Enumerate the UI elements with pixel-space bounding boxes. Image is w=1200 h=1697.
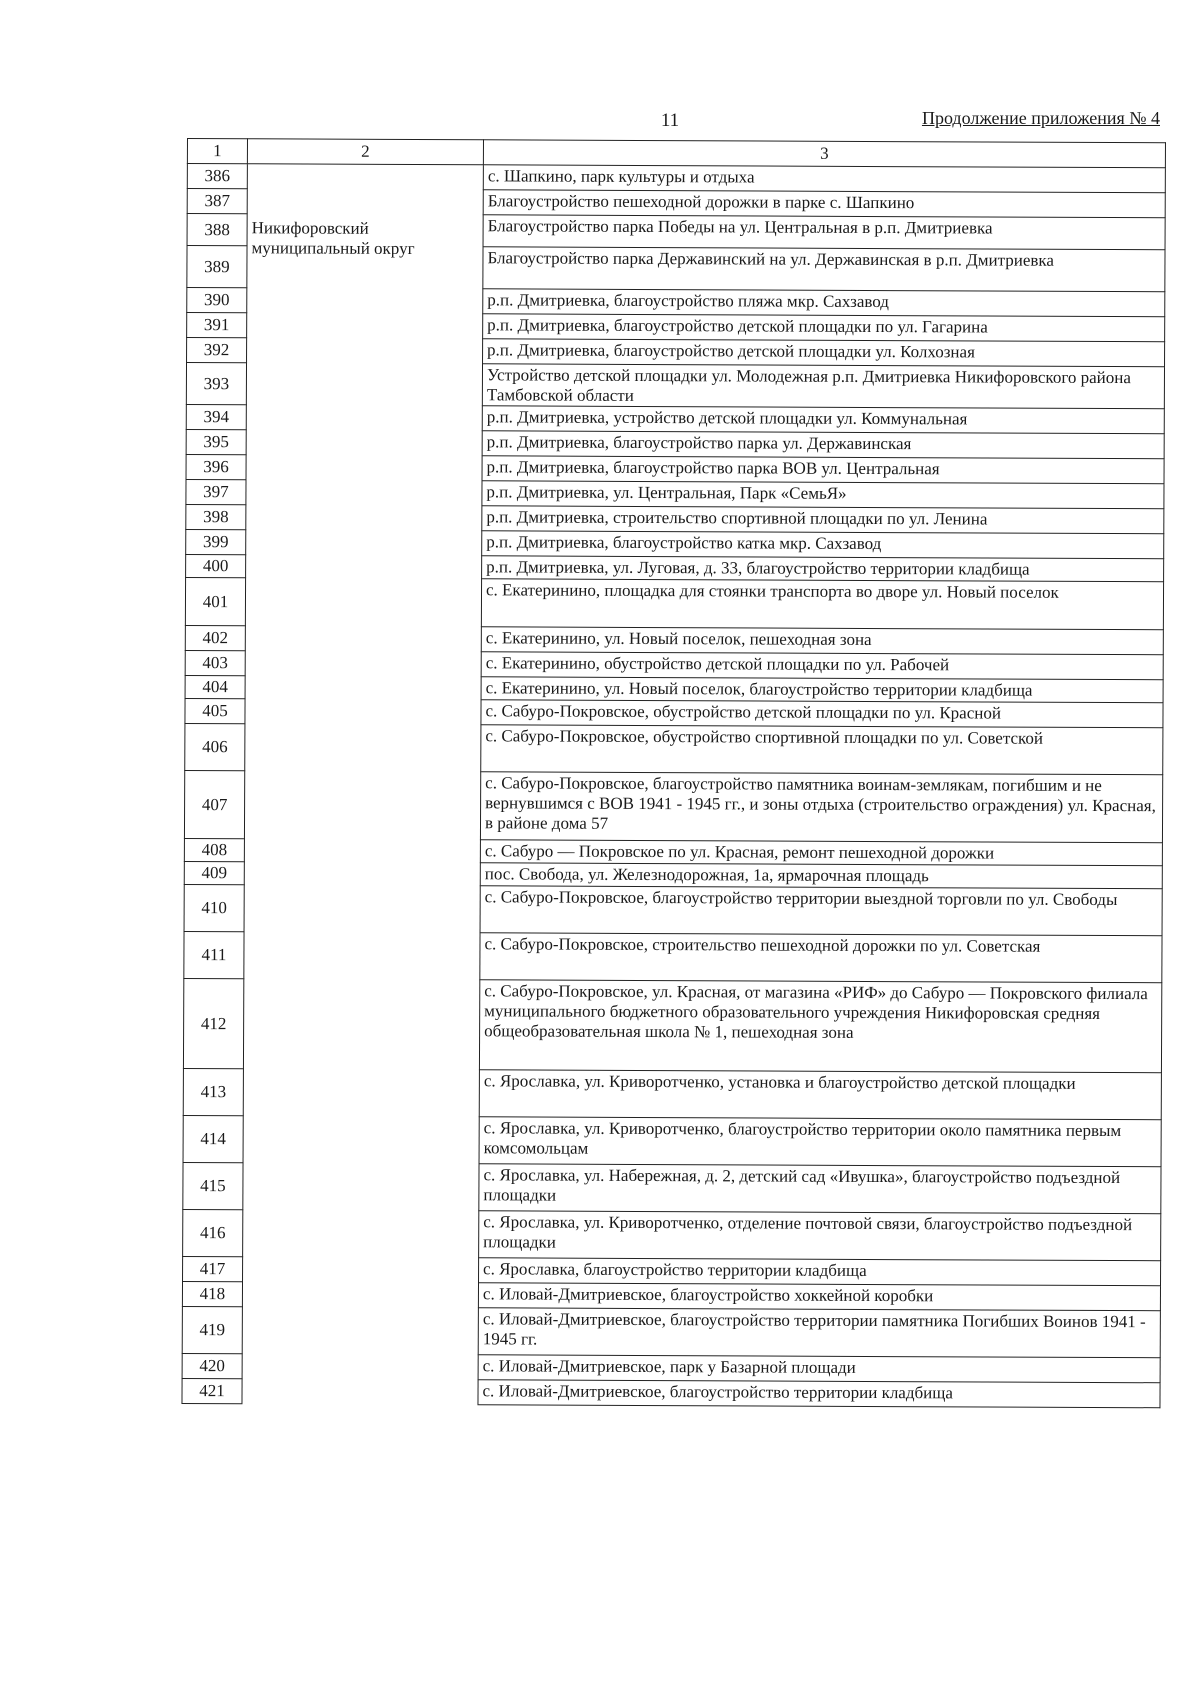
- row-description: р.п. Дмитриевка, благоустройство пляжа мкр. Сахзавод: [483, 289, 1165, 317]
- row-description: Благоустройство пешеходной дорожки в парке с. Шапкино: [483, 190, 1165, 218]
- row-number: 387: [187, 189, 247, 214]
- row-description: с. Ярославка, ул. Криворотченко, благоустройство территории около памятника первым комсомольцам: [479, 1117, 1161, 1167]
- row-description: с. Иловай-Дмитриевское, благоустройство территории памятника Погибших Воинов 1941 - 1945 гг.: [478, 1308, 1160, 1358]
- row-number: 392: [187, 338, 247, 363]
- district-spacer: [252, 166, 479, 219]
- row-description: с. Иловай-Дмитриевское, благоустройство территории кладбища: [478, 1380, 1160, 1408]
- row-number: 416: [183, 1209, 243, 1256]
- row-description: р.п. Дмитриевка, устройство детской площадки ул. Коммунальная: [482, 406, 1164, 434]
- row-number: 409: [184, 861, 244, 884]
- row-number: 415: [183, 1162, 243, 1209]
- row-description: с. Сабуро-Покровское, благоустройство территории выездной торговли по ул. Свободы: [480, 886, 1162, 936]
- row-description: с. Иловай-Дмитриевское, парк у Базарной площади: [478, 1355, 1160, 1383]
- row-number: 395: [186, 429, 246, 454]
- row-number: 391: [187, 313, 247, 338]
- row-number: 390: [187, 288, 247, 313]
- district-cell: [242, 164, 483, 1405]
- column-header-2: 2: [247, 139, 483, 165]
- row-number: 413: [183, 1068, 243, 1115]
- row-number: 403: [185, 650, 245, 675]
- row-number: 397: [186, 479, 246, 504]
- row-description: Благоустройство парка Победы на ул. Центральная в р.п. Дмитриевка: [483, 215, 1165, 250]
- page-number: 11: [660, 110, 680, 131]
- row-description: с. Ярославка, ул. Набережная, д. 2, детский сад «Ивушка», благоустройство подъездной площадки: [479, 1164, 1161, 1214]
- row-number: 419: [182, 1306, 242, 1353]
- row-number: 417: [183, 1256, 243, 1281]
- row-description: с. Екатеринино, обустройство детской площадки по ул. Рабочей: [481, 652, 1163, 680]
- row-description: Устройство детской площадки ул. Молодежная р.п. Дмитриевка Никифоровского района Тамбовской области: [482, 364, 1164, 409]
- district-label: Никифоровский муниципальный округ: [251, 218, 415, 258]
- row-description: пос. Свобода, ул. Железнодорожная, 1а, ярмарочная площадь: [480, 863, 1162, 889]
- row-number: 405: [185, 698, 245, 723]
- row-description: с. Иловай-Дмитриевское, благоустройство хоккейной коробки: [478, 1283, 1160, 1311]
- row-description: с. Сабуро — Покровское по ул. Красная, ремонт пешеходной дорожки: [480, 840, 1162, 866]
- row-number: 394: [186, 404, 246, 429]
- row-description: с. Екатеринино, ул. Новый поселок, пешеходная зона: [481, 627, 1163, 655]
- column-header-3: 3: [483, 140, 1165, 168]
- row-number: 407: [184, 770, 244, 838]
- row-number: 393: [186, 363, 246, 405]
- row-number: 404: [185, 675, 245, 698]
- row-number: 396: [186, 454, 246, 479]
- row-number: 421: [182, 1378, 242, 1403]
- row-number: 398: [186, 504, 246, 529]
- table-row: [187, 164, 1165, 193]
- row-description: с. Сабуро-Покровское, благоустройство памятника воинам-землякам, погибшим и не вернувшимся с ВОВ 1941 - 1945 гг., и зоны отдыха (строительство ограждения) ул. Красная, в районе дома 57: [480, 772, 1162, 843]
- row-number: 420: [182, 1353, 242, 1378]
- row-description: р.п. Дмитриевка, строительство спортивной площадки по ул. Ленина: [482, 506, 1164, 534]
- row-number: 408: [184, 838, 244, 861]
- row-number: 402: [185, 625, 245, 650]
- appendix-table-wrapper: [181, 138, 1165, 1408]
- column-header-1: 1: [187, 139, 247, 164]
- row-description: с. Шапкино, парк культуры и отдыха: [483, 165, 1165, 193]
- row-description: р.п. Дмитриевка, благоустройство парка ВОВ ул. Центральная: [482, 456, 1164, 484]
- row-number: 418: [182, 1281, 242, 1306]
- row-description: с. Екатеринино, площадка для стоянки транспорта во дворе ул. Новый поселок: [481, 579, 1163, 630]
- row-number: 386: [187, 164, 247, 189]
- row-number: 400: [186, 554, 246, 577]
- row-number: 388: [187, 214, 247, 246]
- row-number: 401: [185, 577, 245, 625]
- row-description: с. Сабуро-Покровское, обустройство спортивной площадки по ул. Советской: [481, 725, 1163, 775]
- row-description: с. Ярославка, ул. Криворотченко, установка и благоустройство детской площадки: [479, 1070, 1161, 1120]
- row-description: с. Ярославка, ул. Криворотченко, отделение почтовой связи, благоустройство подъездной площадки: [479, 1211, 1161, 1261]
- row-number: 412: [183, 978, 243, 1068]
- row-description: Благоустройство парка Державинский на ул. Державинская в р.п. Дмитриевка: [483, 247, 1165, 292]
- row-description: р.п. Дмитриевка, благоустройство детской площадки ул. Колхозная: [483, 339, 1165, 367]
- row-number: 389: [187, 246, 247, 288]
- continuation-heading: Продолжение приложения № 4: [921, 108, 1160, 128]
- appendix-table: [181, 138, 1166, 1408]
- row-number: 411: [184, 931, 244, 978]
- row-number: 399: [186, 529, 246, 554]
- row-description: с. Сабуро-Покровское, строительство пешеходной дорожки по ул. Советская: [480, 933, 1162, 983]
- table-body: [182, 164, 1165, 1408]
- row-description: с. Ярославка, благоустройство территории кладбища: [479, 1258, 1161, 1286]
- row-number: 406: [185, 723, 245, 770]
- row-description: с. Сабуро-Покровское, ул. Красная, от магазина «РИФ» до Сабуро — Покровского филиала муниципального бюджетного образовательного учреждения Никифоровская средняя общеобразовательная школа № 1, пешеходная зона: [479, 980, 1161, 1073]
- row-description: р.п. Дмитриевка, ул. Луговая, д. 33, благоустройство территории кладбища: [482, 556, 1164, 582]
- row-description: р.п. Дмитриевка, благоустройство детской площадки по ул. Гагарина: [483, 314, 1165, 342]
- row-description: с. Екатеринино, ул. Новый поселок, благоустройство территории кладбища: [481, 677, 1163, 703]
- row-description: р.п. Дмитриевка, ул. Центральная, Парк «СемьЯ»: [482, 481, 1164, 509]
- row-description: р.п. Дмитриевка, благоустройство катка мкр. Сахзавод: [482, 531, 1164, 559]
- row-number: 410: [184, 884, 244, 931]
- row-description: р.п. Дмитриевка, благоустройство парка ул. Державинская: [482, 431, 1164, 459]
- row-description: с. Сабуро-Покровское, обустройство детской площадки по ул. Красной: [481, 700, 1163, 728]
- row-number: 414: [183, 1115, 243, 1162]
